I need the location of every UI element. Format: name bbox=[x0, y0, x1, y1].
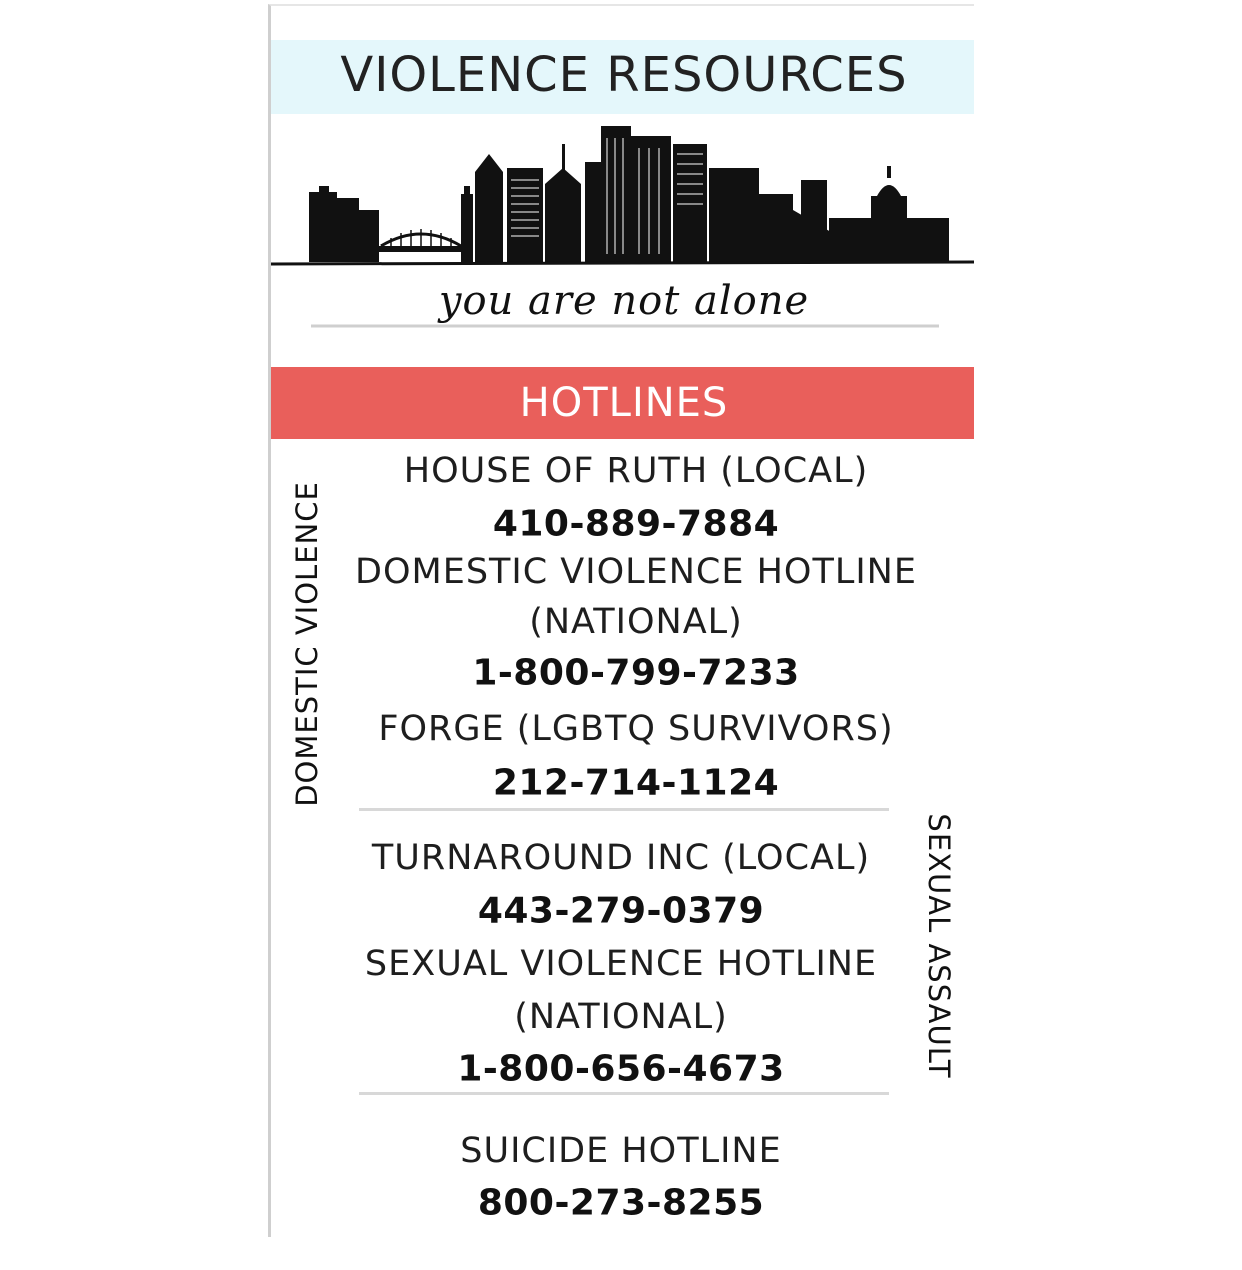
hotline-number[interactable]: 443-279-0379 bbox=[477, 890, 765, 932]
hotline-number[interactable]: 800-273-8255 bbox=[477, 1182, 765, 1224]
domestic-violence-label: DOMESTIC VIOLENCE bbox=[290, 481, 324, 807]
resource-card bbox=[268, 4, 974, 1237]
hotline-name: HOUSE OF RUTH (LOCAL) bbox=[403, 451, 869, 491]
hotline-number[interactable]: 212-714-1124 bbox=[492, 762, 780, 804]
hotline-name-detail: (NATIONAL) bbox=[529, 602, 743, 642]
hotlines-heading: HOTLINES bbox=[519, 380, 729, 426]
hotline-name: DOMESTIC VIOLENCE HOTLINE bbox=[355, 552, 917, 592]
section-divider bbox=[359, 1092, 889, 1095]
tagline-text: you are not alone bbox=[438, 278, 810, 324]
hotline-name: SEXUAL VIOLENCE HOTLINE bbox=[364, 944, 878, 984]
card-title: VIOLENCE RESOURCES bbox=[340, 47, 908, 103]
hotline-number[interactable]: 1-800-656-4673 bbox=[457, 1048, 785, 1090]
tagline-block bbox=[271, 268, 974, 368]
hotline-name: SUICIDE HOTLINE bbox=[460, 1131, 782, 1171]
sexual-assault-label: SEXUAL ASSAULT bbox=[922, 813, 956, 1079]
hotline-number[interactable]: 410-889-7884 bbox=[492, 503, 780, 545]
hotline-name: FORGE (LGBTQ SURVIVORS) bbox=[378, 709, 894, 749]
city-skyline-illustration bbox=[271, 114, 974, 266]
hotlines-band bbox=[271, 367, 974, 439]
section-divider bbox=[359, 808, 889, 811]
hotline-name-detail: (NATIONAL) bbox=[514, 997, 728, 1037]
hotline-number[interactable]: 1-800-799-7233 bbox=[472, 652, 800, 694]
hotline-name: TURNAROUND INC (LOCAL) bbox=[371, 838, 871, 878]
title-band bbox=[271, 40, 974, 114]
